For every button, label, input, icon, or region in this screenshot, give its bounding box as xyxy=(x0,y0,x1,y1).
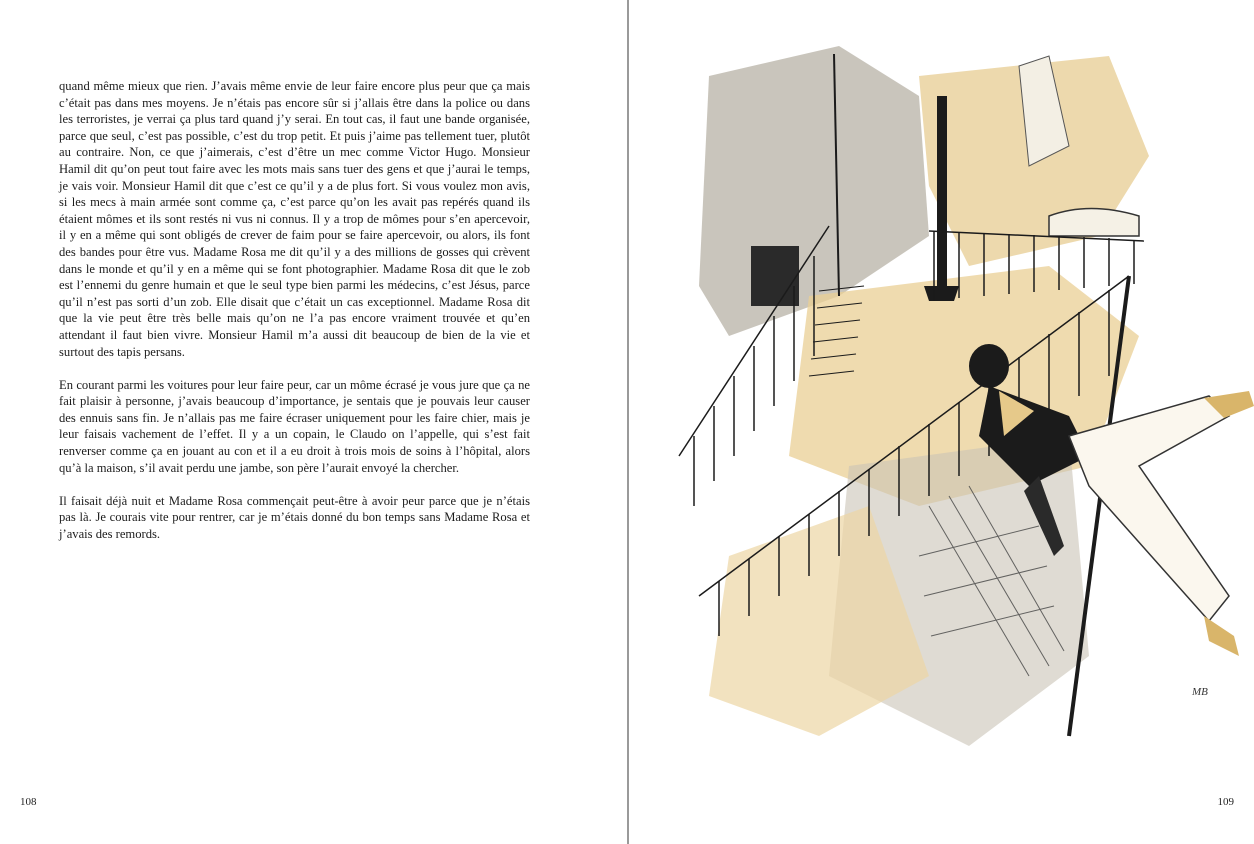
paragraph: Il faisait déjà nuit et Madame Rosa commençait peut-être à avoir peur parce que je n’étais pas là. Je courais vite pour rentrer, car je m’étais donné du bon temps sans Madame Rosa et j’avais des remords. xyxy=(59,493,530,542)
boy-shoe-bottom xyxy=(1204,616,1239,656)
body-text xyxy=(59,78,530,559)
paragraph: En courant parmi les voitures pour leur faire peur, car un môme écrasé je vous jure que ça ne fait plaisir à personne, j’avais beaucoup d’importance, je sentais que je pouvais leur causer des ennuis sans fin. Je n’allais pas me faire écraser uniquement pour les faire chier, mais je leur faisais vachement de l’effet. Il y a un copain, le Claudo on l’appelle, qui s’est fait renverser comme ça en jouant au con et il a eu droit à trois mois de soins à l’hôpital, alors qu’à la maison, s’il avait perdu une jambe, son père l’aurait envoyé la chercher. xyxy=(59,377,530,475)
illustration xyxy=(669,36,1254,756)
building-window xyxy=(751,246,799,306)
lamp-post xyxy=(937,96,947,286)
parked-car xyxy=(1049,209,1139,237)
lamp-base xyxy=(924,286,959,301)
artist-signature: MB xyxy=(1192,686,1208,698)
paragraph: quand même mieux que rien. J’avais même envie de leur faire encore plus peur que ça mais c’était pas dans mes moyens. Je n’étais pas encore sûr si j’allais être dans la police ou dans les terroristes, je verrai ça plus tard quand j’y serai. En tout cas, il faut une bande organisée, parce que seul, c’est pas possible, c’est du trop petit. Et puis j’aime pas tellement tuer, plutôt au contraire. Non, ce que j’aimerais, c’est d’être un mec comme Victor Hugo. Monsieur Hamil dit qu’on peut tout faire avec les mots mais sans tuer des gens et que j’aurai le temps, je vais voir. Monsieur Hamil dit que c’est ce qu’il y a de plus fort. Si vous voulez mon avis, si les mecs à main armée sont comme ça, c’est parce qu’on les avait pas repérés quand ils étaient mômes et ils sont restés ni vus ni connus. Il y a trop de mômes pour s’en apercevoir, il y en a même qui sont obligés de crever de faim pour se faire apercevoir, ou alors, ils font des bandes pour être vus. Madame Rosa me dit qu’il y a des millions de gosses qui crèvent dans le monde et qu’il y en a même qui se font photographier. Madame Rosa dit que le zob est l’ennemi du genre humain et que le seul type bien parmi les médecins, c’est Jésus, parce qu’il n’est pas sorti d’un zob. Elle disait que c’était un cas exceptionnel. Madame Rosa dit que la vie peut être très belle mais qu’on ne l’a pas encore vraiment trouvée et qu’en attendant il faut bien vivre. Monsieur Hamil m’a aussi dit beaucoup de bien de la vie et surtout des tapis persans. xyxy=(59,79,530,359)
staircase-illustration xyxy=(669,36,1254,756)
boy-head xyxy=(969,344,1009,388)
right-page xyxy=(629,0,1254,844)
boy-white-trousers xyxy=(1069,396,1229,621)
page-number-right: 109 xyxy=(1217,796,1234,808)
page-number-left: 108 xyxy=(20,796,37,808)
